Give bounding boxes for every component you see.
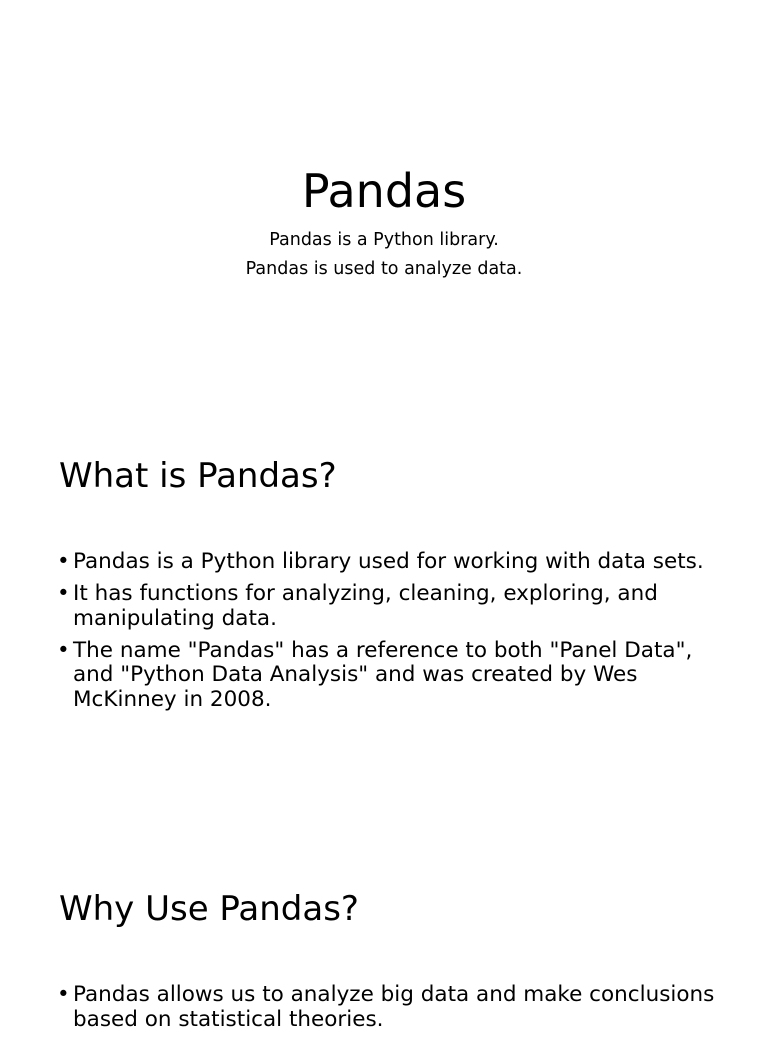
bullet-list-why [55,983,715,1040]
bullet-icon: • [57,549,70,574]
section-heading-what: What is Pandas? [59,456,337,496]
list-item [55,582,715,631]
list-item [55,550,715,575]
bullet-icon: • [57,637,70,663]
list-item-text: Pandas allows us to analyze big data and make conclusions based on statistical theories. [73,982,715,1032]
subtitle-line-2: Pandas is used to analyze data. [245,259,523,279]
bullet-list-what [55,550,715,720]
list-item [55,983,715,1032]
list-item [55,639,715,713]
list-item-text: It has functions for analyzing, cleaning, exploring, and manipulating data. [73,581,658,631]
section-heading-why: Why Use Pandas? [59,889,359,929]
bullet-icon: • [57,982,70,1007]
list-item-text: The name "Pandas" has a reference to both "Panel Data", and "Python Data Analysis" and was created by Wes McKinney in 2008. [73,637,693,712]
page-title: Pandas [301,164,467,218]
list-item-text: Pandas is a Python library used for working with data sets. [73,549,704,574]
title-slide [0,0,768,350]
subtitle-line-1: Pandas is a Python library. [269,230,499,250]
bullet-icon: • [57,581,70,606]
